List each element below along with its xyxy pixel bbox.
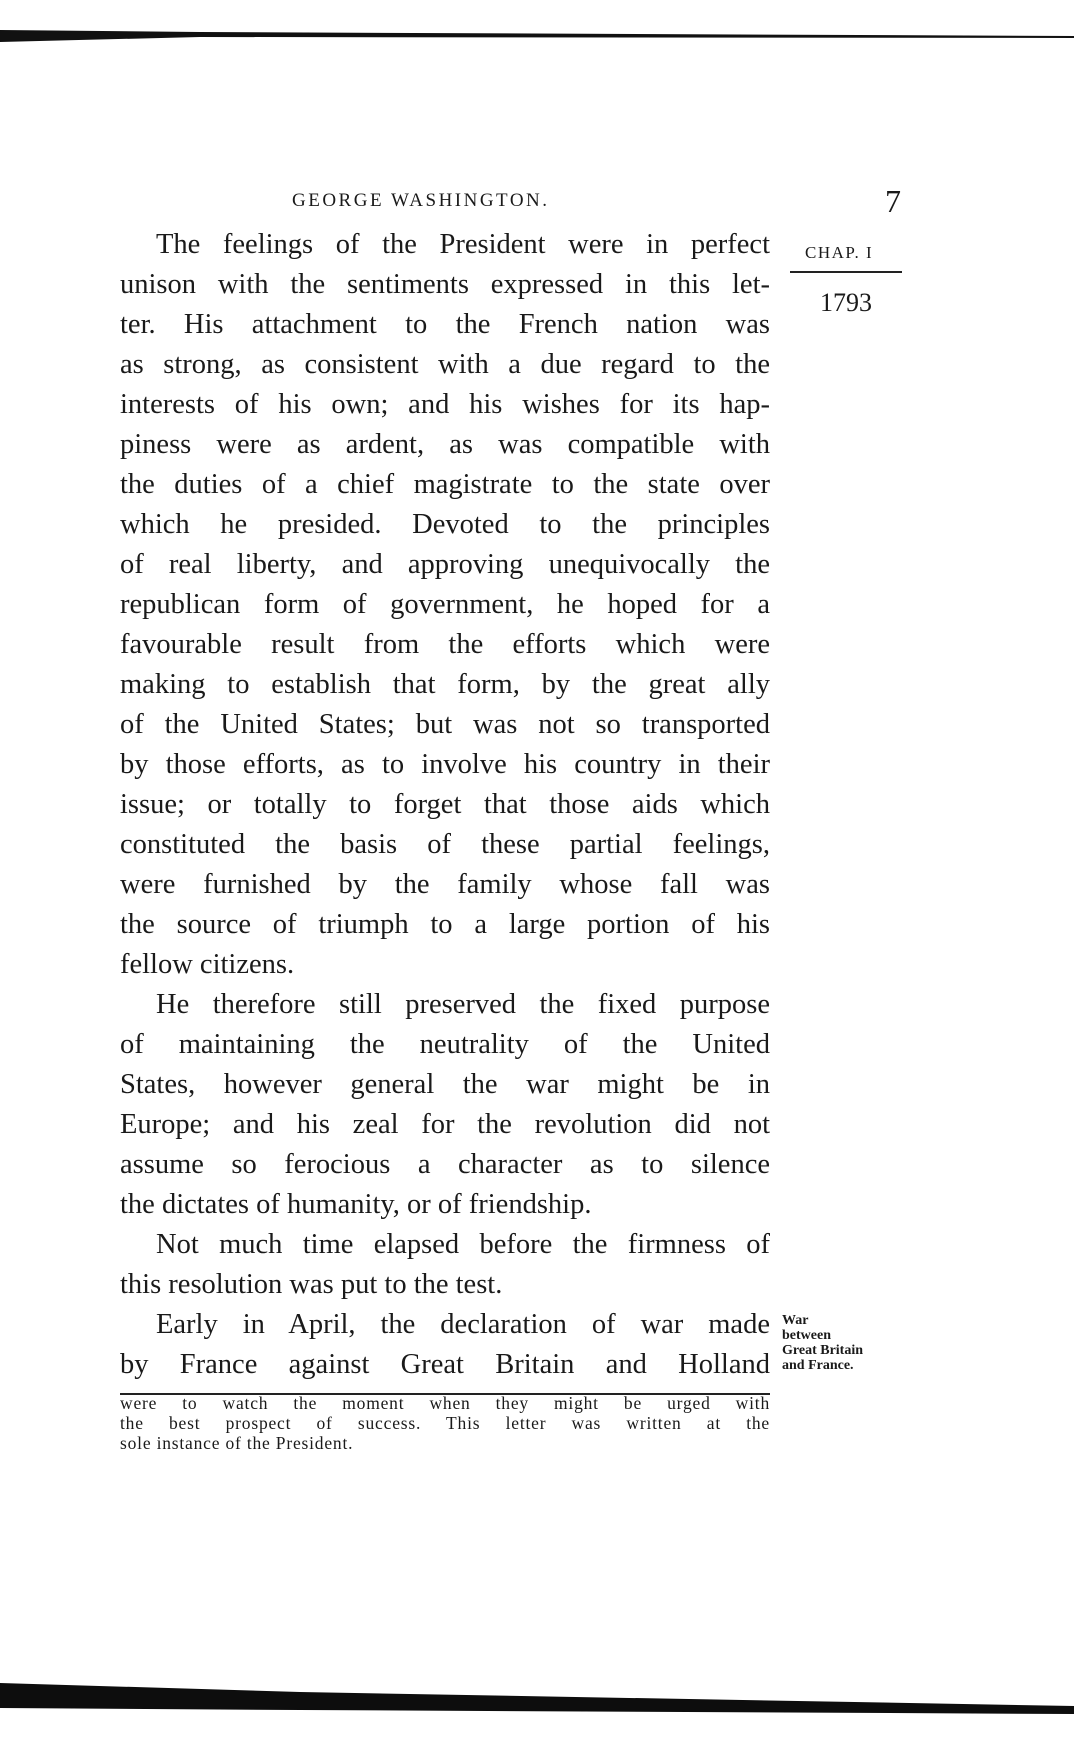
- text-line: the dictates of humanity, or of friendship.: [120, 1189, 592, 1220]
- margin-sidenote: [782, 1313, 902, 1373]
- text-line: Europe; and his zeal for the revolution did not: [120, 1109, 770, 1140]
- text-line: interests of his own; and his wishes for its hap-: [120, 389, 770, 420]
- text-line: ter. His attachment to the French nation was: [120, 309, 770, 340]
- text-line: were furnished by the family whose fall was: [120, 869, 770, 900]
- sidenote-line: and France.: [782, 1358, 854, 1373]
- text-line: issue; or totally to forget that those aids which: [120, 789, 770, 820]
- text-line: Not much time elapsed before the firmness of: [156, 1229, 770, 1260]
- text-line: unison with the sentiments expressed in this let-: [120, 269, 770, 300]
- text-line: republican form of government, he hoped for a: [120, 589, 770, 620]
- scan-edge-bottom: [0, 1680, 1074, 1720]
- text-line: making to establish that form, by the great ally: [120, 669, 770, 700]
- footnote-line: sole instance of the President.: [120, 1433, 354, 1453]
- text-line: piness were as ardent, as was compatible with: [120, 429, 770, 460]
- footnote-line: the best prospect of success. This letter was written at the: [120, 1413, 770, 1433]
- text-line: which he presided. Devoted to the principles: [120, 509, 770, 540]
- footnote-line: were to watch the moment when they might be urged with: [120, 1393, 770, 1413]
- scan-edge-top: [0, 22, 1074, 48]
- footnote: [120, 1393, 770, 1453]
- text-line: The feelings of the President were in perfect: [156, 229, 770, 260]
- text-line: of real liberty, and approving unequivocally the: [120, 549, 770, 580]
- text-line: constituted the basis of these partial feelings,: [120, 829, 770, 860]
- text-line: of the United States; but was not so transported: [120, 709, 770, 740]
- text-line: this resolution was put to the test.: [120, 1269, 503, 1300]
- chapter-label: CHAP. I: [805, 243, 874, 262]
- text-line: by those efforts, as to involve his country in their: [120, 749, 770, 780]
- page-number: 7: [885, 183, 901, 219]
- text-line: the duties of a chief magistrate to the state over: [120, 469, 770, 500]
- sidenote-line: between: [782, 1328, 831, 1343]
- text-line: as strong, as consistent with a due regard to the: [120, 349, 770, 380]
- year-label: 1793: [820, 288, 872, 317]
- chapter-rule: [790, 271, 902, 273]
- sidenote-line: War: [782, 1313, 809, 1328]
- text-line: the source of triumph to a large portion of his: [120, 909, 770, 940]
- text-line: States, however general the war might be in: [120, 1069, 770, 1100]
- sidenote-line: Great Britain: [782, 1343, 864, 1358]
- text-line: by France against Great Britain and Holland: [120, 1349, 770, 1380]
- text-line: He therefore still preserved the fixed purpose: [156, 989, 770, 1020]
- body-text: [120, 225, 770, 1385]
- text-line: of maintaining the neutrality of the United: [120, 1029, 770, 1060]
- text-line: favourable result from the efforts which were: [120, 629, 770, 660]
- text-line: assume so ferocious a character as to silence: [120, 1149, 770, 1180]
- running-title: GEORGE WASHINGTON.: [292, 190, 550, 211]
- text-line: Early in April, the declaration of war made: [156, 1309, 770, 1340]
- text-line: fellow citizens.: [120, 949, 295, 980]
